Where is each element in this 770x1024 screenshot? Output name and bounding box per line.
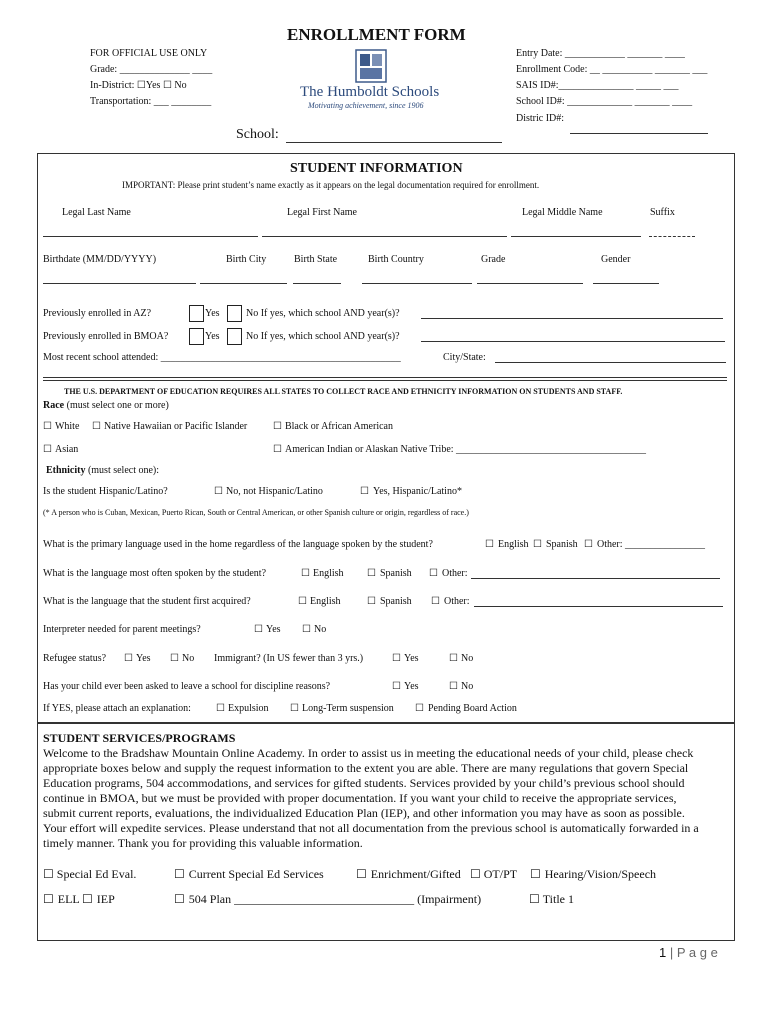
- not-hispanic-checkbox[interactable]: [214, 486, 226, 497]
- suffix-field[interactable]: [649, 236, 695, 237]
- first-other-checkbox[interactable]: [431, 596, 443, 607]
- important-note: IMPORTANT: Please print student’s name exactly as it appears on the legal documentation required for enrollment.: [122, 180, 540, 190]
- iep-checkbox[interactable]: [82, 892, 96, 906]
- hearing-checkbox[interactable]: [530, 867, 544, 881]
- american-indian-label: American Indian or Alaskan Native Tribe: ______________________________________: [284, 444, 647, 455]
- birth-country-label: Birth Country: [368, 254, 424, 265]
- enrollment-code-field[interactable]: Enrollment Code: __ __________ _______ ___: [516, 64, 708, 75]
- prev-az-label: Previously enrolled in AZ?: [43, 308, 152, 319]
- refugee-yes-label: Yes: [135, 653, 151, 664]
- birth-state-label: Birth State: [294, 254, 338, 265]
- race-label: Race: [43, 400, 65, 411]
- pending-label: Pending Board Action: [427, 703, 517, 714]
- gender-label: Gender: [601, 254, 631, 265]
- american-indian-checkbox[interactable]: [273, 444, 285, 455]
- city-state-label: City/State:: [443, 352, 486, 363]
- first-english-checkbox[interactable]: [298, 596, 310, 607]
- immigrant-yes-checkbox[interactable]: [392, 653, 404, 664]
- services-line-1: Welcome to the Bradshaw Mountain Online Academy. In order to assist us in meeting the educational needs of your child, please check: [43, 746, 694, 760]
- discipline-question: Has your child ever been asked to leave a school for discipline reasons?: [43, 681, 331, 692]
- prev-bmoa-no-checkbox[interactable]: [227, 328, 242, 345]
- first-spanish-option[interactable]: [367, 596, 412, 607]
- hispanic-question: Is the student Hispanic/Latino?: [43, 486, 168, 497]
- prev-az-yes-checkbox[interactable]: [189, 305, 204, 322]
- first-spanish-label: Spanish: [379, 596, 412, 607]
- hearing-label: Hearing/Vision/Speech: [544, 867, 657, 881]
- hearing-option[interactable]: [530, 867, 656, 882]
- refugee-no-option[interactable]: [170, 653, 194, 664]
- middle-name-field[interactable]: [511, 236, 641, 237]
- suffix-label: Suffix: [650, 207, 675, 218]
- prev-az-no-checkbox[interactable]: [227, 305, 242, 322]
- first-english-label: English: [309, 596, 341, 607]
- services-line-2: appropriate boxes below and supply the request information to the extent you are able. There are many regulations that govern Special: [43, 761, 689, 775]
- yes-hispanic-option[interactable]: [360, 486, 462, 497]
- plan504-checkbox[interactable]: [174, 892, 188, 906]
- yes-hispanic-checkbox[interactable]: [360, 486, 372, 497]
- page-footer: [659, 945, 718, 960]
- section-divider: [43, 377, 727, 381]
- iep-label: IEP: [96, 892, 115, 906]
- current-sped-checkbox[interactable]: [174, 867, 188, 881]
- district-id-line[interactable]: [570, 133, 708, 134]
- discipline-no-option[interactable]: [449, 681, 473, 692]
- often-english-checkbox[interactable]: [301, 568, 313, 579]
- often-english-option[interactable]: [301, 568, 344, 579]
- otpt-checkbox[interactable]: [470, 867, 484, 881]
- official-use-label: FOR OFFICIAL USE ONLY: [90, 48, 208, 59]
- prev-az-no-label: No If yes, which school AND year(s)?: [246, 308, 400, 319]
- not-hispanic-option[interactable]: [214, 486, 323, 497]
- first-name-label: Legal First Name: [287, 207, 357, 218]
- first-language-question: What is the language that the student first acquired?: [43, 596, 251, 607]
- race-label-row: [43, 400, 169, 411]
- expulsion-checkbox[interactable]: [216, 703, 228, 714]
- race-hint: (must select one or more): [66, 400, 169, 411]
- entry-date-field[interactable]: Entry Date: ____________ _______ ____: [516, 48, 685, 59]
- refugee-question: Refugee status?: [43, 653, 107, 664]
- often-english-label: English: [312, 568, 344, 579]
- immigrant-no-checkbox[interactable]: [449, 653, 461, 664]
- interpreter-yes-label: Yes: [265, 624, 281, 635]
- yes-hispanic-label: Yes, Hispanic/Latino*: [372, 486, 462, 497]
- gifted-label: Enrichment/Gifted: [370, 867, 461, 881]
- primary-other-field[interactable]: Other: ________________: [596, 539, 706, 550]
- school-line[interactable]: [286, 142, 502, 143]
- primary-language-question: What is the primary language used in the home regardless of the language spoken by the student?: [43, 539, 433, 550]
- sped-eval-label: Special Ed Eval.: [56, 867, 137, 881]
- student-info-section: [37, 153, 735, 724]
- interpreter-question: Interpreter needed for parent meetings?: [43, 624, 201, 635]
- ethnicity-hint: (must select one):: [87, 465, 160, 476]
- often-spanish-option[interactable]: [367, 568, 412, 579]
- school-label: School:: [236, 127, 279, 142]
- sped-eval-checkbox[interactable]: [43, 867, 57, 881]
- first-spanish-checkbox[interactable]: [367, 596, 379, 607]
- first-other-option[interactable]: [431, 596, 470, 607]
- race-american-indian-option[interactable]: [273, 444, 646, 455]
- interpreter-no-option[interactable]: [302, 624, 326, 635]
- race-asian-option[interactable]: [43, 444, 78, 455]
- sped-eval-option[interactable]: [43, 867, 136, 882]
- grade-label: Grade: [481, 254, 506, 265]
- primary-other-option[interactable]: [584, 539, 705, 550]
- logo-name: The Humboldt Schools: [300, 84, 440, 100]
- refugee-no-checkbox[interactable]: [170, 653, 182, 664]
- hawaiian-checkbox[interactable]: [92, 421, 104, 432]
- ethnicity-label: Ethnicity: [46, 465, 86, 476]
- birthdate-field[interactable]: [43, 283, 196, 284]
- interpreter-yes-checkbox[interactable]: [254, 624, 266, 635]
- asian-label: Asian: [54, 444, 79, 455]
- student-info-heading: STUDENT INFORMATION: [290, 161, 463, 176]
- discipline-no-label: No: [460, 681, 474, 692]
- longterm-option[interactable]: [290, 703, 394, 714]
- title1-option[interactable]: [529, 892, 574, 907]
- black-checkbox[interactable]: [273, 421, 285, 432]
- birth-country-field[interactable]: [362, 283, 472, 284]
- birth-city-label: Birth City: [226, 254, 267, 265]
- discipline-yes-option[interactable]: [392, 681, 419, 692]
- race-black-option[interactable]: [273, 421, 393, 432]
- current-sped-label: Current Special Ed Services: [188, 867, 324, 881]
- black-label: Black or African American: [284, 421, 393, 432]
- title1-label: Title 1: [542, 892, 575, 906]
- expulsion-option[interactable]: [216, 703, 269, 714]
- pending-option[interactable]: [415, 703, 517, 714]
- otpt-option[interactable]: [470, 867, 517, 882]
- primary-english-label: English: [497, 539, 529, 550]
- birth-city-field[interactable]: [200, 283, 287, 284]
- grade-field[interactable]: Grade: ______________ ____: [90, 64, 213, 75]
- services-line-6: Your effort will expedite services. Please understand that not all documentation from the previous school is automatically forwarded in a: [43, 821, 699, 835]
- birthdate-label: Birthdate (MM/DD/YYYY): [43, 254, 157, 265]
- first-other-label: Other:: [443, 596, 470, 607]
- services-line-7: timely manner. Thank you for providing this valuable information.: [43, 836, 363, 850]
- often-other-label: Other:: [441, 568, 468, 579]
- gender-field[interactable]: [593, 283, 659, 284]
- prev-az-school-line[interactable]: [421, 318, 723, 319]
- attach-explanation-label: If YES, please attach an explanation:: [43, 703, 191, 714]
- immigrant-no-option[interactable]: [449, 653, 473, 664]
- pending-checkbox[interactable]: [415, 703, 427, 714]
- immigrant-yes-label: Yes: [403, 653, 419, 664]
- services-line-4: continue in BMOA, but we must be provided with proper documentation. If you want your child to receive the appropriate services,: [43, 791, 677, 805]
- services-heading: STUDENT SERVICES/PROGRAMS: [43, 731, 236, 745]
- title1-checkbox[interactable]: [529, 892, 543, 906]
- discipline-yes-label: Yes: [403, 681, 419, 692]
- not-hispanic-label: No, not Hispanic/Latino: [225, 486, 323, 497]
- ell-checkbox[interactable]: [43, 892, 57, 906]
- last-name-label: Legal Last Name: [62, 207, 131, 218]
- in-district-field[interactable]: In-District: ☐Yes ☐ No: [90, 80, 187, 91]
- often-other-checkbox[interactable]: [429, 568, 441, 579]
- otpt-label: OT/PT: [483, 867, 518, 881]
- services-line-5: submit current reports, evaluations, the individualized Education Plan (IEP), and other information you may have as soon as possible.: [43, 806, 685, 820]
- plan504-option[interactable]: [174, 892, 481, 907]
- refugee-yes-option[interactable]: [124, 653, 151, 664]
- last-name-field[interactable]: [43, 236, 258, 237]
- often-other-field[interactable]: [471, 578, 720, 579]
- expulsion-label: Expulsion: [227, 703, 269, 714]
- primary-spanish-label: Spanish: [545, 539, 578, 550]
- refugee-no-label: No: [181, 653, 195, 664]
- prev-bmoa-yes-label: Yes: [205, 331, 220, 342]
- interpreter-yes-option[interactable]: [254, 624, 281, 635]
- primary-english-option[interactable]: [485, 539, 529, 550]
- discipline-no-checkbox[interactable]: [449, 681, 461, 692]
- interpreter-no-checkbox[interactable]: [302, 624, 314, 635]
- primary-spanish-checkbox[interactable]: [533, 539, 545, 550]
- transportation-field[interactable]: Transportation: ___ ________: [90, 96, 212, 107]
- school-id-field[interactable]: School ID#: _____________ _______ ____: [516, 96, 693, 107]
- immigrant-question: Immigrant? (In US fewer than 3 yrs.): [214, 653, 364, 664]
- plan504-label: 504 Plan ______________________________ (Impairment): [188, 892, 482, 906]
- discipline-yes-checkbox[interactable]: [392, 681, 404, 692]
- primary-other-checkbox[interactable]: [584, 539, 596, 550]
- refugee-yes-checkbox[interactable]: [124, 653, 136, 664]
- form-title: ENROLLMENT FORM: [287, 25, 466, 44]
- often-spanish-checkbox[interactable]: [367, 568, 379, 579]
- iep-option[interactable]: [82, 892, 115, 907]
- race-hawaiian-option[interactable]: [92, 421, 247, 432]
- gifted-checkbox[interactable]: [356, 867, 370, 881]
- ell-label: ELL: [57, 892, 80, 906]
- immigrant-no-label: No: [460, 653, 474, 664]
- primary-spanish-option[interactable]: [533, 539, 578, 550]
- often-spanish-label: Spanish: [379, 568, 412, 579]
- services-line-3: Education programs, 504 accommodations, and services for gifted students. Services provided by your child’s previous school should: [43, 776, 685, 790]
- first-english-option[interactable]: [298, 596, 341, 607]
- often-language-question: What is the language most often spoken by the student?: [43, 568, 267, 579]
- logo-tagline: Motivating achievement, since 1906: [308, 101, 424, 110]
- longterm-checkbox[interactable]: [290, 703, 302, 714]
- prev-bmoa-label: Previously enrolled in BMOA?: [43, 331, 169, 342]
- race-white-option[interactable]: [43, 421, 79, 432]
- primary-english-checkbox[interactable]: [485, 539, 497, 550]
- longterm-label: Long-Term suspension: [301, 703, 394, 714]
- page-word: | P a g e: [669, 945, 718, 960]
- grade-field-line[interactable]: [477, 283, 583, 284]
- first-other-field[interactable]: [474, 606, 723, 607]
- birth-state-field[interactable]: [293, 283, 341, 284]
- first-name-field[interactable]: [262, 236, 507, 237]
- city-state-field[interactable]: [495, 362, 726, 363]
- prev-bmoa-no-label: No If yes, which school AND year(s)?: [246, 331, 400, 342]
- page-number: 1: [659, 945, 667, 960]
- hispanic-footnote: (* A person who is Cuban, Mexican, Puerto Rican, South or Central American, or other Spanish culture or origin, regardless of race.): [43, 508, 469, 517]
- ethnicity-label-row: [46, 465, 159, 476]
- often-other-option[interactable]: [429, 568, 468, 579]
- doe-notice: THE U.S. DEPARTMENT OF EDUCATION REQUIRES ALL STATES TO COLLECT RACE AND ETHNICITY INFORMATION ON STUDENTS AND STAFF.: [64, 387, 623, 396]
- district-id-label: Distric ID#:: [516, 113, 565, 124]
- gifted-option[interactable]: [356, 867, 461, 882]
- prev-bmoa-school-line[interactable]: [421, 341, 725, 342]
- sais-id-field[interactable]: SAIS ID#:_______________ _____ ___: [516, 80, 679, 91]
- immigrant-yes-option[interactable]: [392, 653, 419, 664]
- white-checkbox[interactable]: [43, 421, 55, 432]
- current-sped-option[interactable]: [174, 867, 324, 882]
- middle-name-label: Legal Middle Name: [522, 207, 603, 218]
- prev-bmoa-yes-checkbox[interactable]: [189, 328, 204, 345]
- interpreter-no-label: No: [313, 624, 327, 635]
- hawaiian-label: Native Hawaiian or Pacific Islander: [103, 421, 248, 432]
- white-label: White: [54, 421, 80, 432]
- ell-option[interactable]: [43, 892, 80, 907]
- asian-checkbox[interactable]: [43, 444, 55, 455]
- recent-school-field[interactable]: Most recent school attended: ________________________________________________: [43, 352, 401, 363]
- prev-az-yes-label: Yes: [205, 308, 220, 319]
